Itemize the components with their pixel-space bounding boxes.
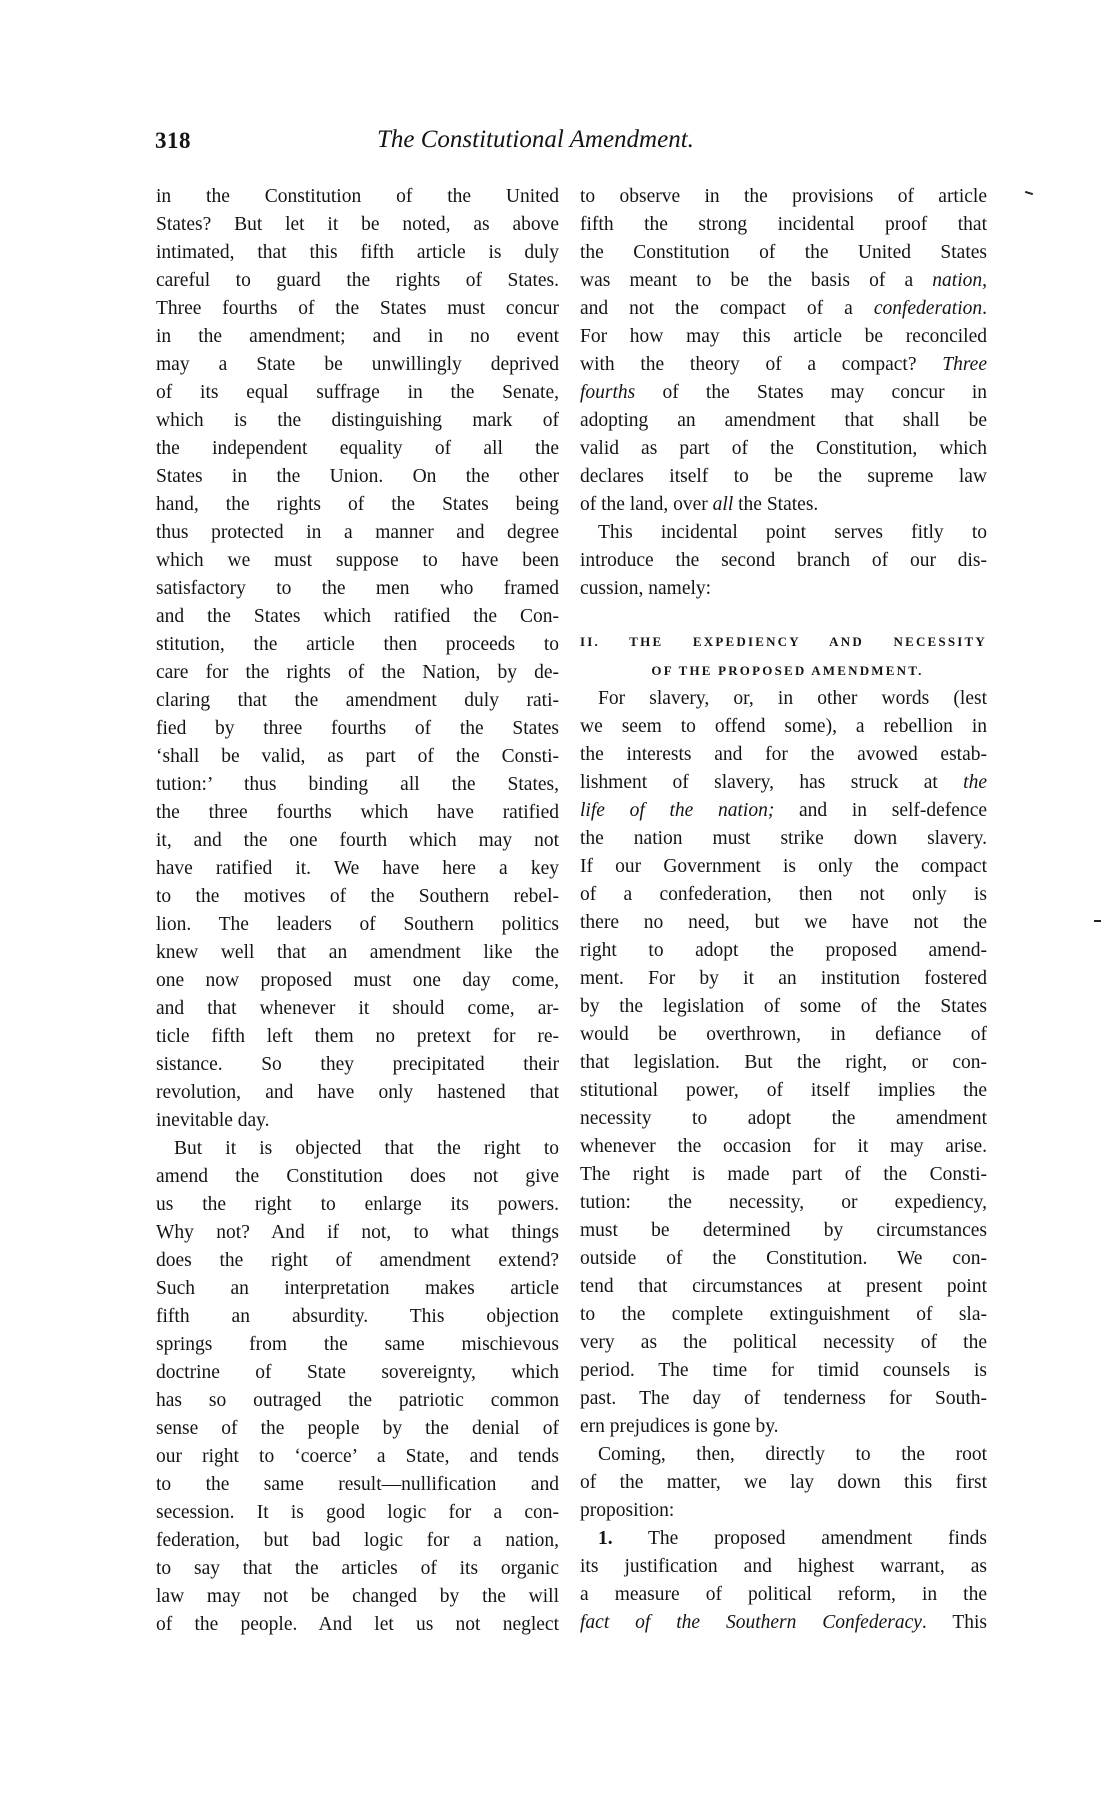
text-line: to the motives of the Southern rebel- <box>156 886 559 907</box>
text-line <box>580 295 987 323</box>
text-line: Such an interpretation makes article <box>156 1278 559 1299</box>
text-line <box>580 1609 987 1637</box>
text-line: amend the Constitution does not give <box>156 1166 559 1187</box>
text-line: sense of the people by the denial of <box>156 1418 559 1439</box>
text-line <box>580 1525 987 1553</box>
text-line: knew well that an amendment like the <box>156 942 559 963</box>
text-line <box>580 769 987 797</box>
text-line-content: with the theory of a compact? <box>580 354 943 375</box>
text-line-content: , <box>982 270 987 291</box>
left-column <box>156 183 559 1639</box>
text-line: satisfactory to the men who framed <box>156 578 559 599</box>
text-line-content: was meant to be the basis of a <box>580 270 933 291</box>
text-line-content: . This <box>921 1612 987 1633</box>
text-line: have ratified it. We have here a key <box>156 858 559 879</box>
text-line <box>580 379 987 407</box>
right-column <box>580 183 987 1637</box>
text-line: to say that the articles of its organic <box>156 1558 559 1579</box>
text-line: law may not be changed by the will <box>156 1586 559 1607</box>
text-line <box>580 351 987 379</box>
text-line: care for the rights of the Nation, by de- <box>156 662 559 683</box>
text-line-content: lishment of slavery, has struck at <box>580 772 964 793</box>
text-line: ticle fifth left them no pretext for re- <box>156 1026 559 1047</box>
italic-text: fact of the Southern Confederacy <box>580 1612 922 1633</box>
text-line: sistance. So they precipitated their <box>156 1054 559 1075</box>
print-speck <box>1094 920 1101 922</box>
text-line: of its equal suffrage in the Senate, <box>156 382 559 403</box>
text-line: intimated, that this fifth article is duly <box>156 242 559 263</box>
text-line: which we must suppose to have been <box>156 550 559 571</box>
text-line: ment. For by it an institution fostered <box>580 968 987 989</box>
section-heading-line-2: OF THE PROPOSED AMENDMENT. <box>651 663 924 678</box>
text-line: of the people. And let us not neglect <box>156 1614 559 1635</box>
text-line: secession. It is good logic for a con- <box>156 1502 559 1523</box>
text-line: States? But let it be noted, as above <box>156 214 559 235</box>
text-line: there no need, but we have not the <box>580 912 987 933</box>
text-line: and the States which ratified the Con- <box>156 606 559 627</box>
text-line: tution: the necessity, or expediency, <box>580 1192 987 1213</box>
italic-text: fourths <box>580 382 636 403</box>
text-line <box>580 491 987 519</box>
text-line: the interests and for the avowed estab- <box>580 744 987 765</box>
text-line: States in the Union. On the other <box>156 466 559 487</box>
text-line-content: and in self-defence <box>774 800 987 821</box>
text-line: fied by three fourths of the States <box>156 718 559 739</box>
text-line: Three fourths of the States must concur <box>156 298 559 319</box>
text-line-content: . <box>982 298 987 319</box>
text-line <box>580 797 987 825</box>
text-line: Coming, then, directly to the root <box>598 1444 987 1465</box>
text-line: of a confederation, then not only is <box>580 884 987 905</box>
text-line: it, and the one fourth which may not <box>156 830 559 851</box>
text-line-content: The proposed amendment finds <box>612 1528 987 1549</box>
print-speck <box>1025 191 1033 195</box>
text-line: federation, but bad logic for a nation, <box>156 1530 559 1551</box>
text-line: fifth the strong incidental proof that <box>580 214 987 235</box>
text-line: hand, the rights of the States being <box>156 494 559 515</box>
text-line: valid as part of the Constitution, which <box>580 438 987 459</box>
text-line: the three fourths which have ratified <box>156 802 559 823</box>
italic-text: all <box>712 494 734 515</box>
text-line: to the same result—nullification and <box>156 1474 559 1495</box>
page-number: 318 <box>155 128 191 153</box>
text-line-content: the States. <box>733 494 819 515</box>
text-line: to observe in the provisions of article <box>580 186 987 207</box>
text-line: inevitable day. <box>156 1110 270 1131</box>
text-line-content: of the States may concur in <box>635 382 987 403</box>
text-line: ‘shall be valid, as part of the Consti- <box>156 746 559 767</box>
section-heading-line-1: II. THE EXPEDIENCY AND NECESSITY <box>580 634 987 649</box>
text-line: lion. The leaders of Southern politics <box>156 914 559 935</box>
text-line: and that whenever it should come, ar- <box>156 998 559 1019</box>
text-line: cussion, namely: <box>580 578 712 599</box>
proposition-number: 1. <box>598 1528 613 1549</box>
text-line: thus protected in a manner and degree <box>156 522 559 543</box>
text-line: springs from the same mischievous <box>156 1334 559 1355</box>
text-line-content: and not the compact of a <box>580 298 874 319</box>
text-line: But it is objected that the right to <box>174 1138 559 1159</box>
text-line: ern prejudices is gone by. <box>580 1416 779 1437</box>
text-line: This incidental point serves fitly to <box>598 522 987 543</box>
text-line: necessity to adopt the amendment <box>580 1108 987 1129</box>
text-line: careful to guard the rights of States. <box>156 270 559 291</box>
text-line: one now proposed must one day come, <box>156 970 559 991</box>
right-column-text-before-heading <box>580 183 987 603</box>
text-line: by the legislation of some of the States <box>580 996 987 1017</box>
text-line: doctrine of State sovereignty, which <box>156 1362 559 1383</box>
text-line: us the right to enlarge its powers. <box>156 1194 559 1215</box>
text-line: introduce the second branch of our dis- <box>580 550 987 571</box>
text-line <box>580 267 987 295</box>
running-title: The Constitutional Amendment. <box>377 126 694 153</box>
text-line: declares itself to be the supreme law <box>580 466 987 487</box>
text-line: tend that circumstances at present point <box>580 1276 987 1297</box>
italic-text: confederation <box>873 298 983 319</box>
text-line: may a State be unwillingly deprived <box>156 354 559 375</box>
text-line: that legislation. But the right, or con- <box>580 1052 987 1073</box>
text-line: period. The time for timid counsels is <box>580 1360 987 1381</box>
text-line: we seem to offend some), a rebellion in <box>580 716 987 737</box>
text-line: which is the distinguishing mark of <box>156 410 559 431</box>
text-line: to the complete extinguishment of sla- <box>580 1304 987 1325</box>
text-line: in the Constitution of the United <box>156 186 559 207</box>
italic-text: nation <box>932 270 983 291</box>
text-line: a measure of political reform, in the <box>580 1584 987 1605</box>
text-line: very as the political necessity of the <box>580 1332 987 1353</box>
text-line: proposition: <box>580 1500 675 1521</box>
text-line: in the amendment; and in no event <box>156 326 559 347</box>
text-line: stitution, the article then proceeds to <box>156 634 559 655</box>
text-line: right to adopt the proposed amend- <box>580 940 987 961</box>
text-line: does the right of amendment extend? <box>156 1250 559 1271</box>
text-line: the independent equality of all the <box>156 438 559 459</box>
text-line: its justification and highest warrant, as <box>580 1556 987 1577</box>
text-line: would be overthrown, in defiance of <box>580 1024 987 1045</box>
italic-text: the <box>963 772 987 793</box>
text-line: the Constitution of the United States <box>580 242 987 263</box>
text-line: tution:’ thus binding all the States, <box>156 774 559 795</box>
text-line: our right to ‘coerce’ a State, and tends <box>156 1446 559 1467</box>
text-line: of the matter, we lay down this first <box>580 1472 987 1493</box>
italic-text: life of the nation; <box>580 800 775 821</box>
text-line: claring that the amendment duly rati- <box>156 690 559 711</box>
text-line: If our Government is only the compact <box>580 856 987 877</box>
text-line: fifth an absurdity. This objection <box>156 1306 559 1327</box>
text-line: For slavery, or, in other words (lest <box>598 688 987 709</box>
text-line: outside of the Constitution. We con- <box>580 1248 987 1269</box>
text-line: The right is made part of the Consti- <box>580 1164 987 1185</box>
text-line: the nation must strike down slavery. <box>580 828 987 849</box>
text-line: past. The day of tenderness for South- <box>580 1388 987 1409</box>
italic-text: Three <box>942 354 987 375</box>
text-line: whenever the occasion for it may arise. <box>580 1136 987 1157</box>
text-line: has so outraged the patriotic common <box>156 1390 559 1411</box>
text-line-content: of the land, over <box>580 494 713 515</box>
text-line: Why not? And if not, to what things <box>156 1222 559 1243</box>
text-line: must be determined by circumstances <box>580 1220 987 1241</box>
right-column-text-after-heading <box>580 685 987 1637</box>
text-line: For how may this article be reconciled <box>580 326 987 347</box>
text-line: revolution, and have only hastened that <box>156 1082 559 1103</box>
text-line: adopting an amendment that shall be <box>580 410 987 431</box>
text-line: stitutional power, of itself implies the <box>580 1080 987 1101</box>
